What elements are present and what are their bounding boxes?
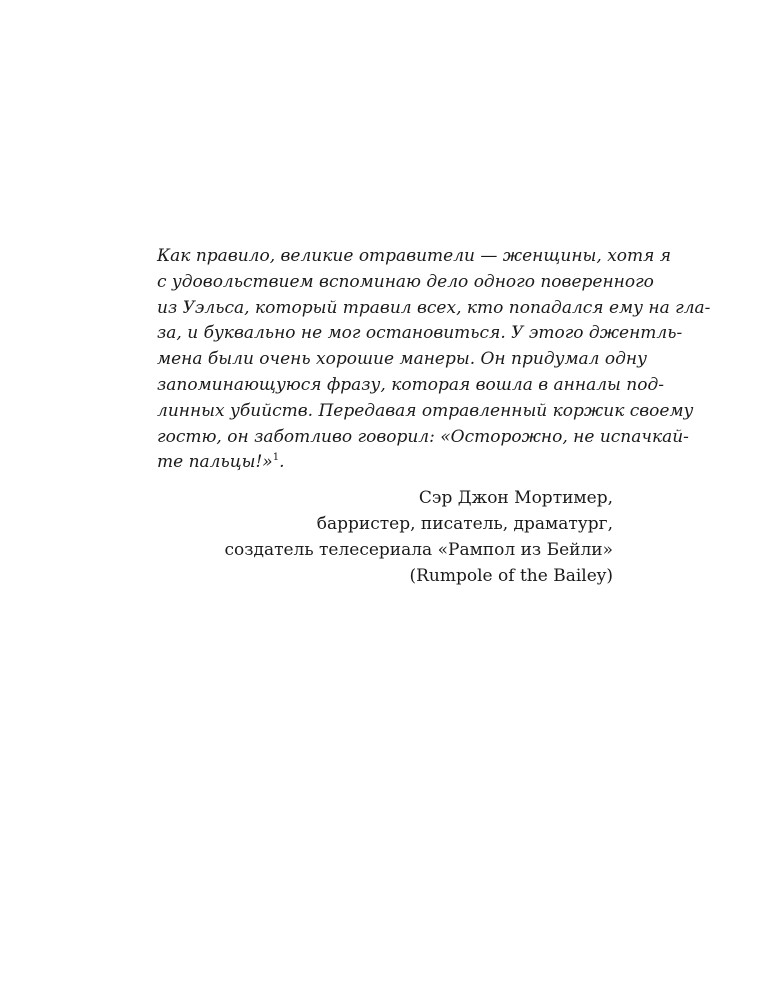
quote-line: гостю, он заботливо говорил: «Осторожно, не испачкай- (157, 426, 689, 447)
quote-line: из Уэльса, который травил всех, кто попадался ему на гла- (157, 297, 711, 318)
footnote-reference[interactable]: 1 (272, 452, 280, 464)
quote-line: Как правило, великие отравители — женщины, хотя я (157, 246, 672, 266)
quote-line: линных убийств. Передавая отравленный коржик своему (157, 400, 694, 421)
epigraph-quote (157, 244, 711, 476)
quote-line: те пальцы!» (157, 452, 273, 473)
quote-line: мена были очень хорошие манеры. Он придумал одну (157, 349, 647, 370)
series-original-title: (Rumpole of the Bailey) (409, 566, 613, 586)
quote-last-line (157, 450, 613, 476)
quote-end-punctuation: . (279, 452, 285, 473)
author-credit: создатель телесериала «Рампол из Бейли» (224, 540, 613, 560)
epigraph-attribution (224, 485, 613, 589)
quote-line: запоминающуюся фразу, которая вошла в анналы под- (157, 374, 664, 395)
quote-line: с удовольствием вспоминаю дело одного поверенного (157, 271, 654, 292)
author-roles: барристер, писатель, драматург, (316, 514, 613, 534)
author-name: Сэр Джон Мортимер, (418, 488, 613, 508)
quote-line: за, и буквально не мог остановиться. У этого джентль- (157, 323, 683, 344)
